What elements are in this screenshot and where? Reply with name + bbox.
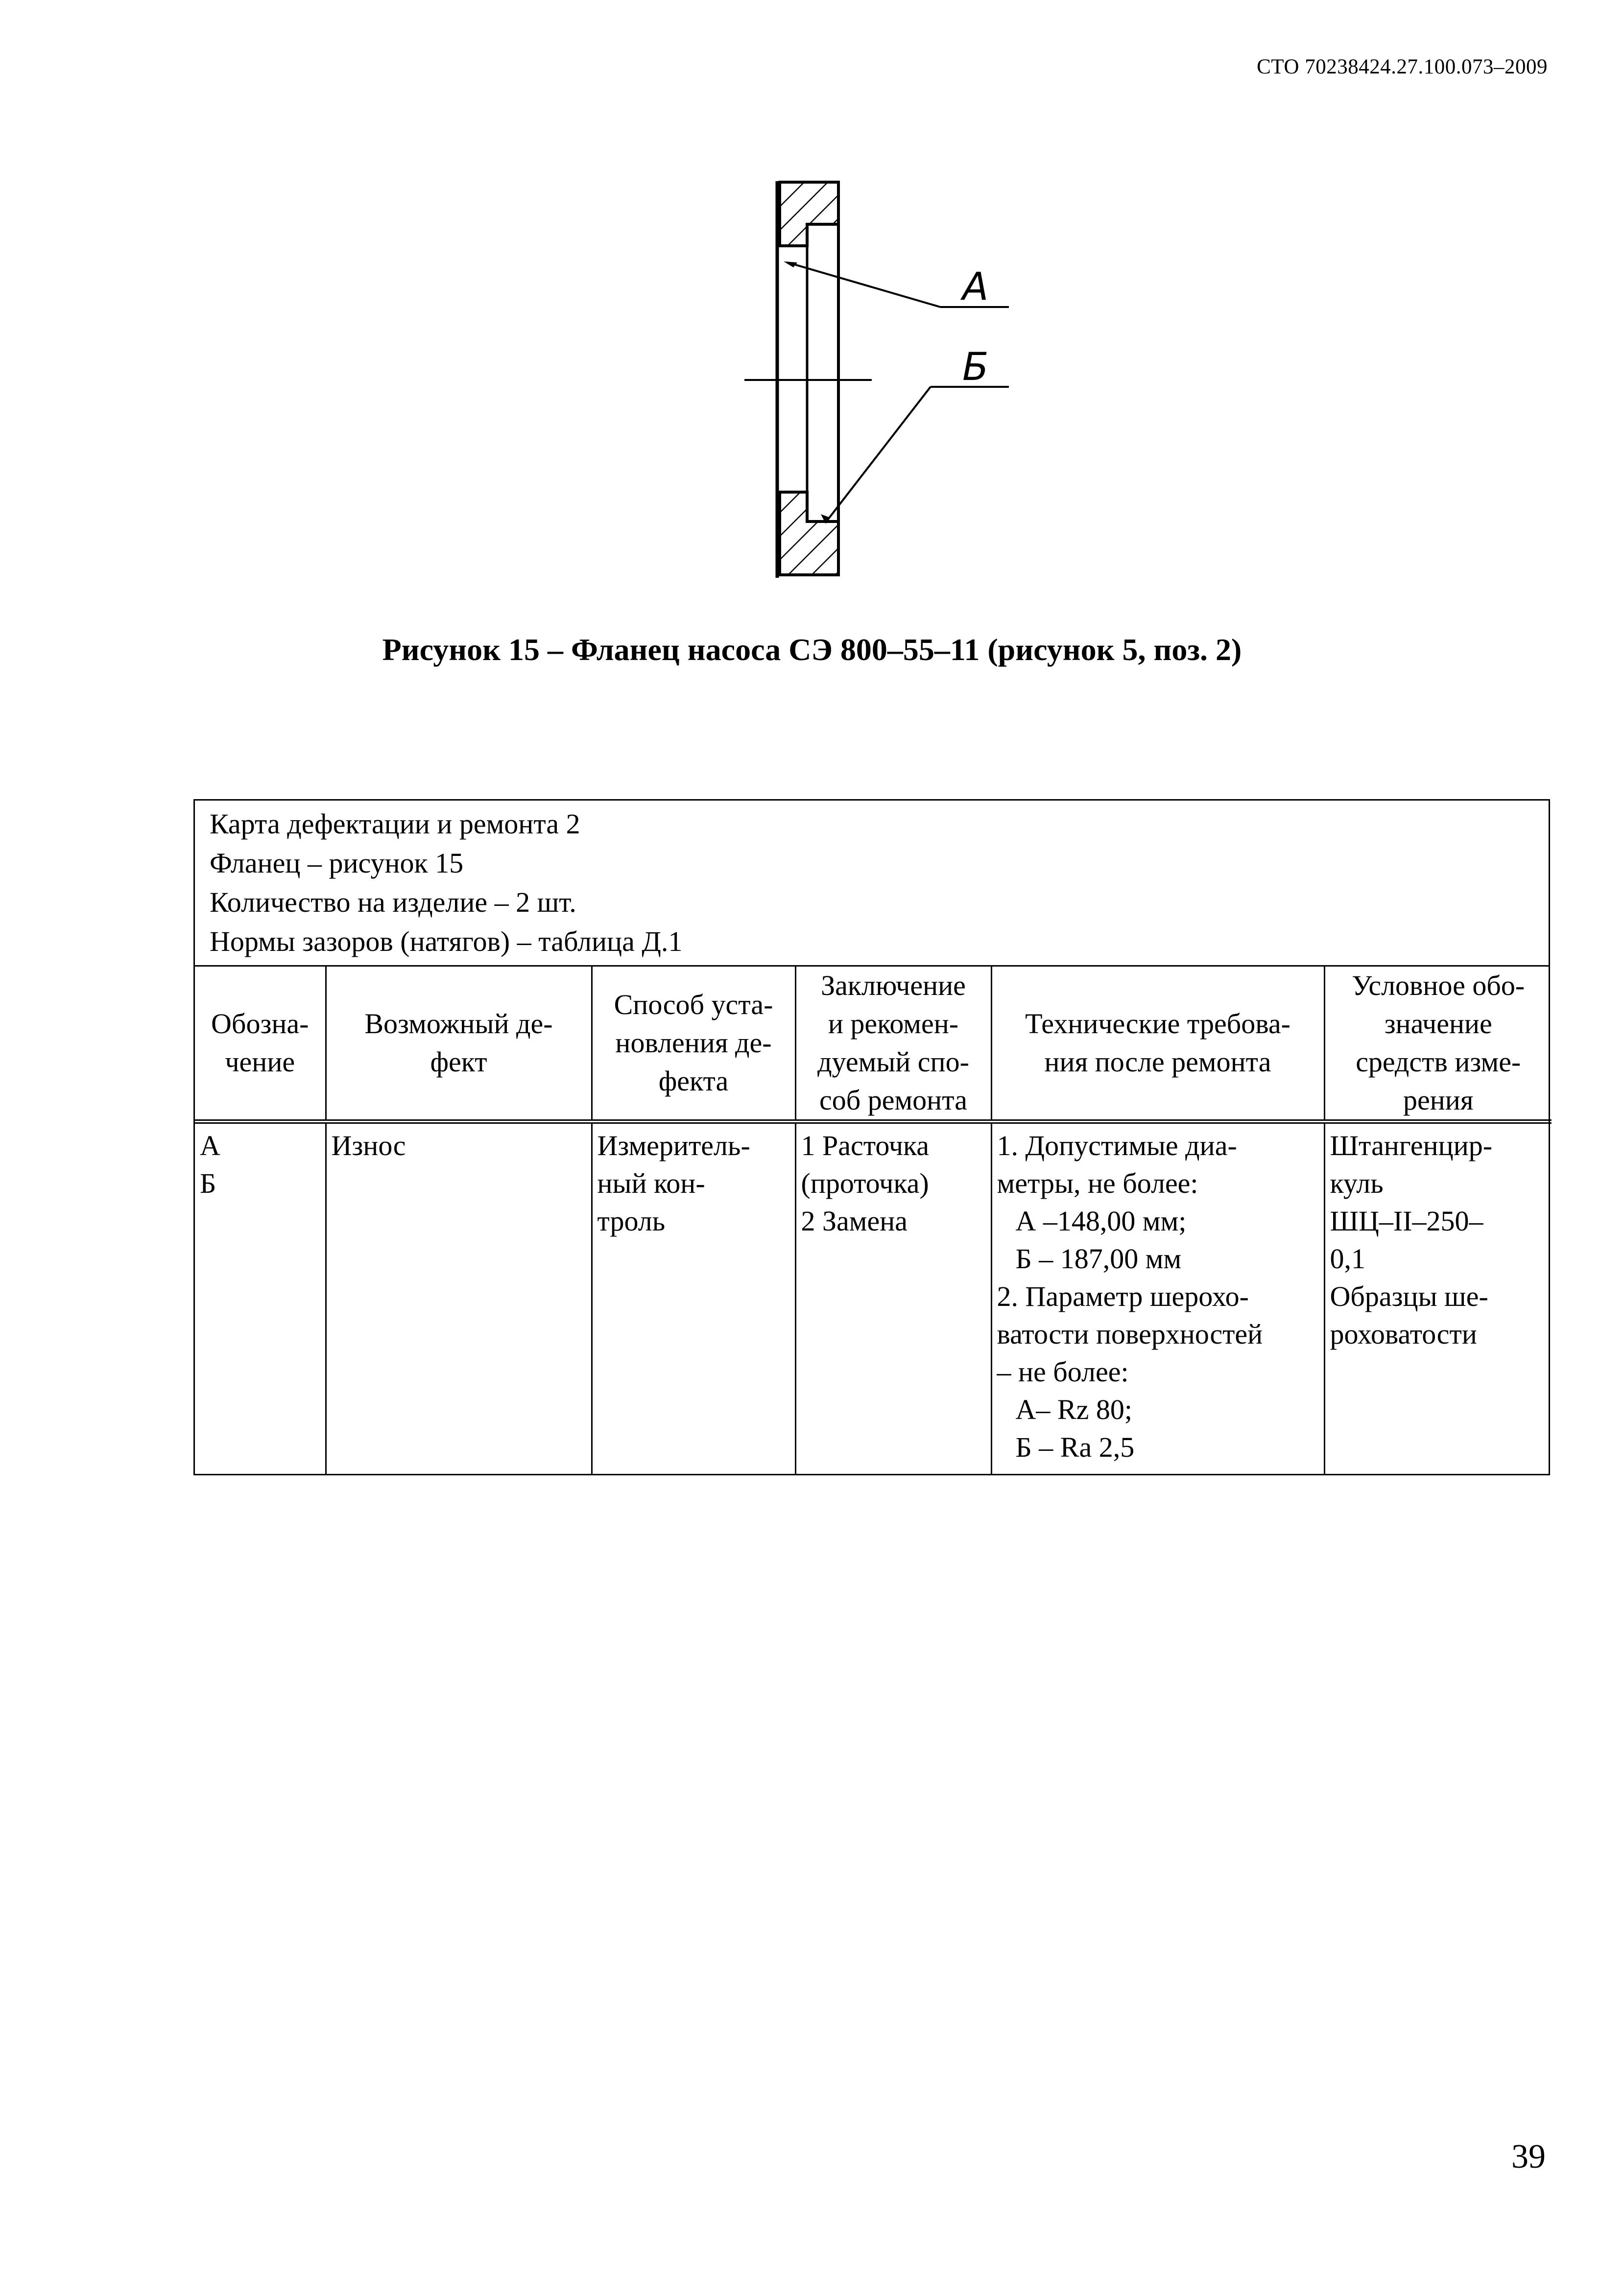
col-header-instruments: Условное обо- значение средств изме- рения	[1324, 967, 1552, 1122]
card-part: Фланец – рисунок 15	[210, 847, 464, 879]
cell-method: Измеритель- ный кон- троль	[592, 1122, 795, 1474]
col-header-conclusion: Заключение и рекомен- дуемый спо- соб ремонта	[795, 967, 991, 1122]
table-header-row	[195, 967, 1552, 1122]
col-header-designation: Обозна- чение	[195, 967, 326, 1122]
label-a: А	[962, 265, 989, 309]
cell-defect: Износ	[326, 1122, 592, 1474]
col-header-method: Способ уста- новления де- фекта	[592, 967, 795, 1122]
card-title: Карта дефектации и ремонта 2	[210, 808, 580, 840]
figure-caption: Рисунок 15 – Фланец насоса СЭ 800–55–11 (рисунок 5, поз. 2)	[382, 632, 1242, 667]
table-row	[195, 1122, 1552, 1474]
document-code: СТО 70238424.27.100.073–2009	[1257, 55, 1548, 78]
label-b: Б	[962, 345, 989, 389]
defect-repair-card	[193, 799, 1550, 1475]
cell-designation: А Б	[195, 1122, 326, 1474]
card-norms: Нормы зазоров (натягов) – таблица Д.1	[210, 925, 683, 957]
cell-requirements: 1. Допустимые диа- метры, не более: А –148,00 мм; Б – 187,00 мм 2. Параметр шерохо- ватости поверхностей – не более: А– Rz 80; Б – Ra 2,5	[991, 1122, 1324, 1474]
flange-section-svg	[725, 166, 1077, 607]
cell-instruments: Штангенцир- куль ШЦ–II–250– 0,1 Образцы ше- роховатости	[1330, 1130, 1493, 1350]
card-info	[195, 801, 1549, 967]
page-number: 39	[1511, 2138, 1546, 2176]
card-quantity: Количество на изделие – 2 шт.	[210, 886, 576, 918]
flange-drawing	[725, 166, 1077, 607]
cell-conclusion: 1 Расточка (проточка) 2 Замена	[795, 1122, 991, 1474]
col-header-requirements: Технические требова- ния после ремонта	[991, 967, 1324, 1122]
col-header-defect: Возможный де- фект	[326, 967, 592, 1122]
defect-table	[195, 967, 1552, 1474]
